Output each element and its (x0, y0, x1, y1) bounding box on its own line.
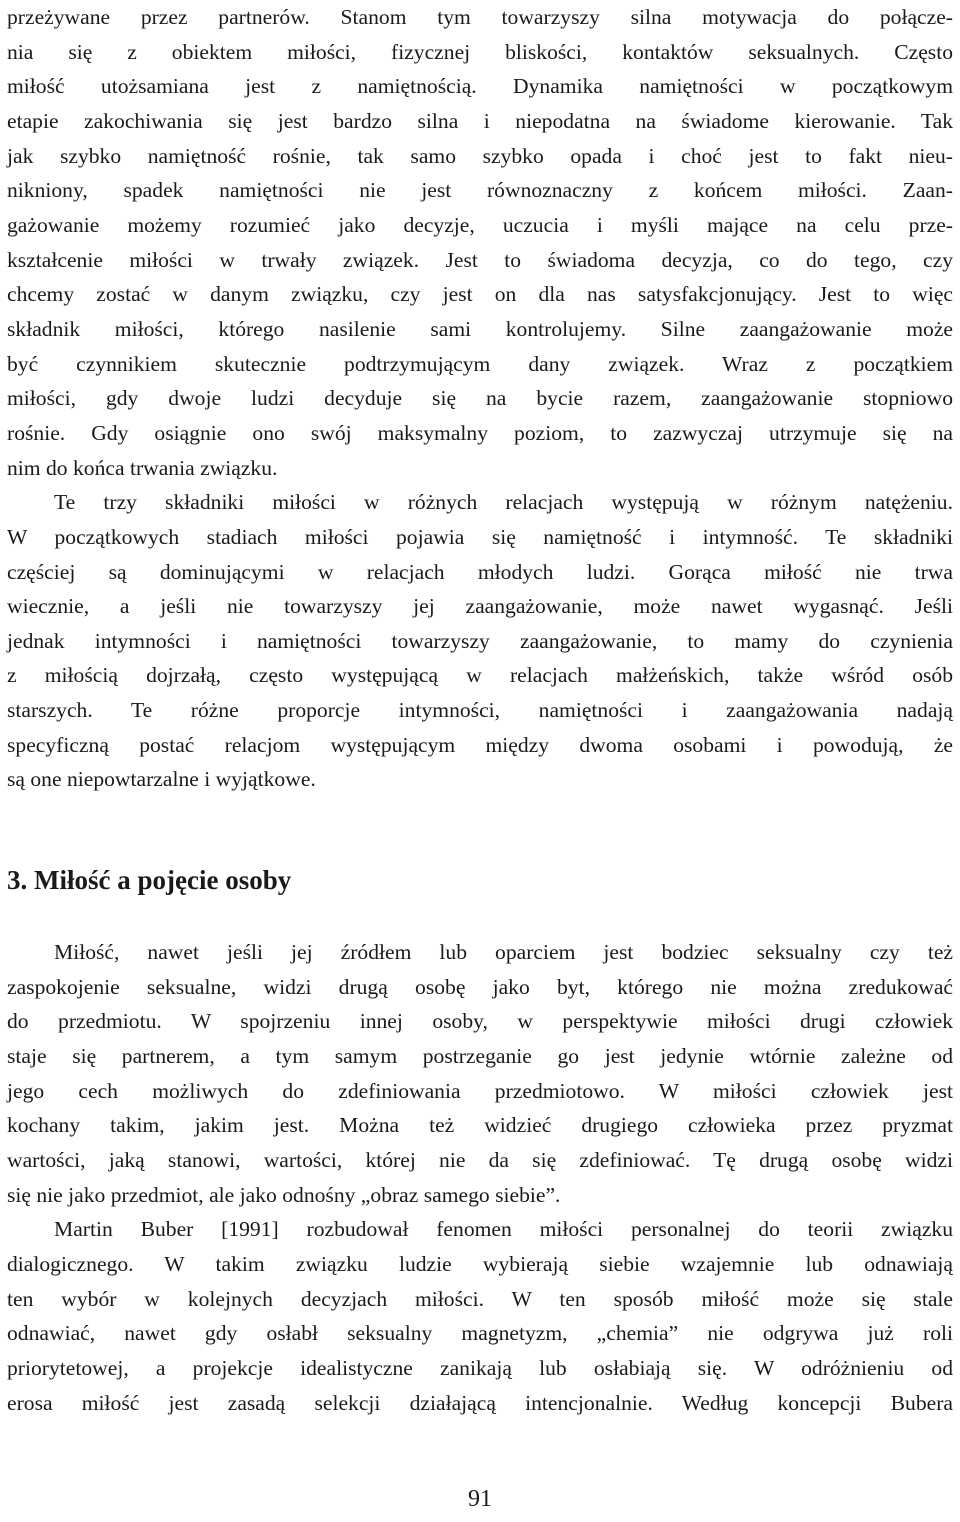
text-line: być czynnikiem skutecznie podtrzymującym dany związek. Wraz z początkiem (7, 351, 953, 376)
text-line: Martin Buber [1991] rozbudował fenomen miłości personalnej do teorii związku (54, 1217, 953, 1242)
text-line: jednak intymności i namiętności towarzyszy zaangażowanie, to mamy do czynienia (7, 628, 953, 653)
text-line: dialogicznego. W takim związku ludzie wybierają siebie wzajemnie lub odnawiają (7, 1251, 953, 1276)
text-line: specyficzną postać relacjom występującym między dwoma osobami i powodują, że (7, 732, 953, 757)
text-line: częściej są dominującymi w relacjach młodych ludzi. Gorąca miłość nie trwa (7, 559, 953, 584)
text-line: przeżywane przez partnerów. Stanom tym towarzyszy silna motywacja do połącze- (7, 5, 953, 29)
text-line: chcemy zostać w danym związku, czy jest on dla nas satysfakcjonujący. Jest to więc (7, 282, 953, 307)
text-line: nia się z obiektem miłości, fizycznej bliskości, kontaktów seksualnych. Często (7, 39, 953, 64)
text-line: etapie zakochiwania się jest bardzo silna i niepodatna na świadome kierowanie. Tak (7, 108, 953, 133)
section-heading: 3. Miłość a pojęcie osoby (7, 865, 292, 895)
text-line: W początkowych stadiach miłości pojawia się namiętność i intymność. Te składniki (7, 524, 953, 549)
text-line: jego cech możliwych do zdefiniowania przedmiotowo. W miłości człowiek jest (7, 1078, 953, 1103)
text-line: do przedmiotu. W spojrzeniu innej osoby, w perspektywie miłości drugi człowiek (7, 1009, 953, 1034)
text-line: z miłością dojrzałą, często występującą w relacjach małżeńskich, także wśród osób (7, 663, 953, 688)
page-number: 91 (468, 1486, 492, 1512)
text-line: zaspokojenie seksualne, widzi drugą osobę jako byt, którego nie można zredukować (7, 974, 953, 999)
text-line: staje się partnerem, a tym samym postrzeganie go jest jedynie wtórnie zależne od (7, 1043, 953, 1068)
text-line: starszych. Te różne proporcje intymności, namiętności i zaangażowania nadają (7, 698, 953, 723)
text-line: jak szybko namiętność rośnie, tak samo szybko opada i choć jest to fakt nieu- (7, 143, 953, 168)
text-line: składnik miłości, którego nasilenie sami kontrolujemy. Silne zaangażowanie może (7, 316, 953, 341)
text-line: gażowanie możemy rozumieć jako decyzje, uczucia i myśli mające na celu prze- (7, 212, 953, 237)
text-line: Miłość, nawet jeśli jej źródłem lub oparciem jest bodziec seksualny czy też (54, 940, 953, 964)
text-line: miłości, gdy dwoje ludzi decyduje się na bycie razem, zaangażowanie stopniowo (7, 386, 953, 411)
text-line: odnawiać, nawet gdy osłabł seksualny magnetyzm, „chemia” nie odgrywa już roli (7, 1321, 953, 1346)
text-line: wiecznie, a jeśli nie towarzyszy jej zaangażowanie, może nawet wygasnąć. Jeśli (7, 594, 953, 619)
text-line: erosa miłość jest zasadą selekcji działającą intencjonalnie. Według koncepcji Bubera (7, 1390, 953, 1415)
text-line: Te trzy składniki miłości w różnych relacjach występują w różnym natężeniu. (54, 490, 953, 515)
text-line: kochany takim, jakim jest. Można też widzieć drugiego człowieka przez pryzmat (7, 1113, 953, 1138)
body-text-section-2 (7, 935, 953, 1420)
text-line: nim do końca trwania związku. (7, 455, 278, 480)
text-line: miłość utożsamiana jest z namiętnością. Dynamika namiętności w początkowym (7, 74, 953, 99)
body-text-section-1 (7, 0, 953, 797)
text-line: ten wybór w kolejnych decyzjach miłości. W ten sposób miłość może się stale (7, 1286, 953, 1311)
text-line: są one niepowtarzalne i wyjątkowe. (7, 767, 316, 792)
text-line: rośnie. Gdy osiągnie ono swój maksymalny poziom, to zazwyczaj utrzymuje się na (7, 420, 953, 445)
text-line: kształcenie miłości w trwały związek. Jest to świadoma decyzja, co do tego, czy (7, 247, 953, 272)
text-line: nikniony, spadek namiętności nie jest równoznaczny z końcem miłości. Zaan- (7, 178, 953, 203)
text-line: wartości, jaką stanowi, wartości, której nie da się zdefiniować. Tę drugą osobę widzi (7, 1147, 953, 1172)
text-line: priorytetowej, a projekcje idealistyczne zanikają lub osłabiają się. W odróżnieniu od (7, 1355, 953, 1380)
text-line: się nie jako przedmiot, ale jako odnośny „obraz samego siebie”. (7, 1182, 561, 1207)
